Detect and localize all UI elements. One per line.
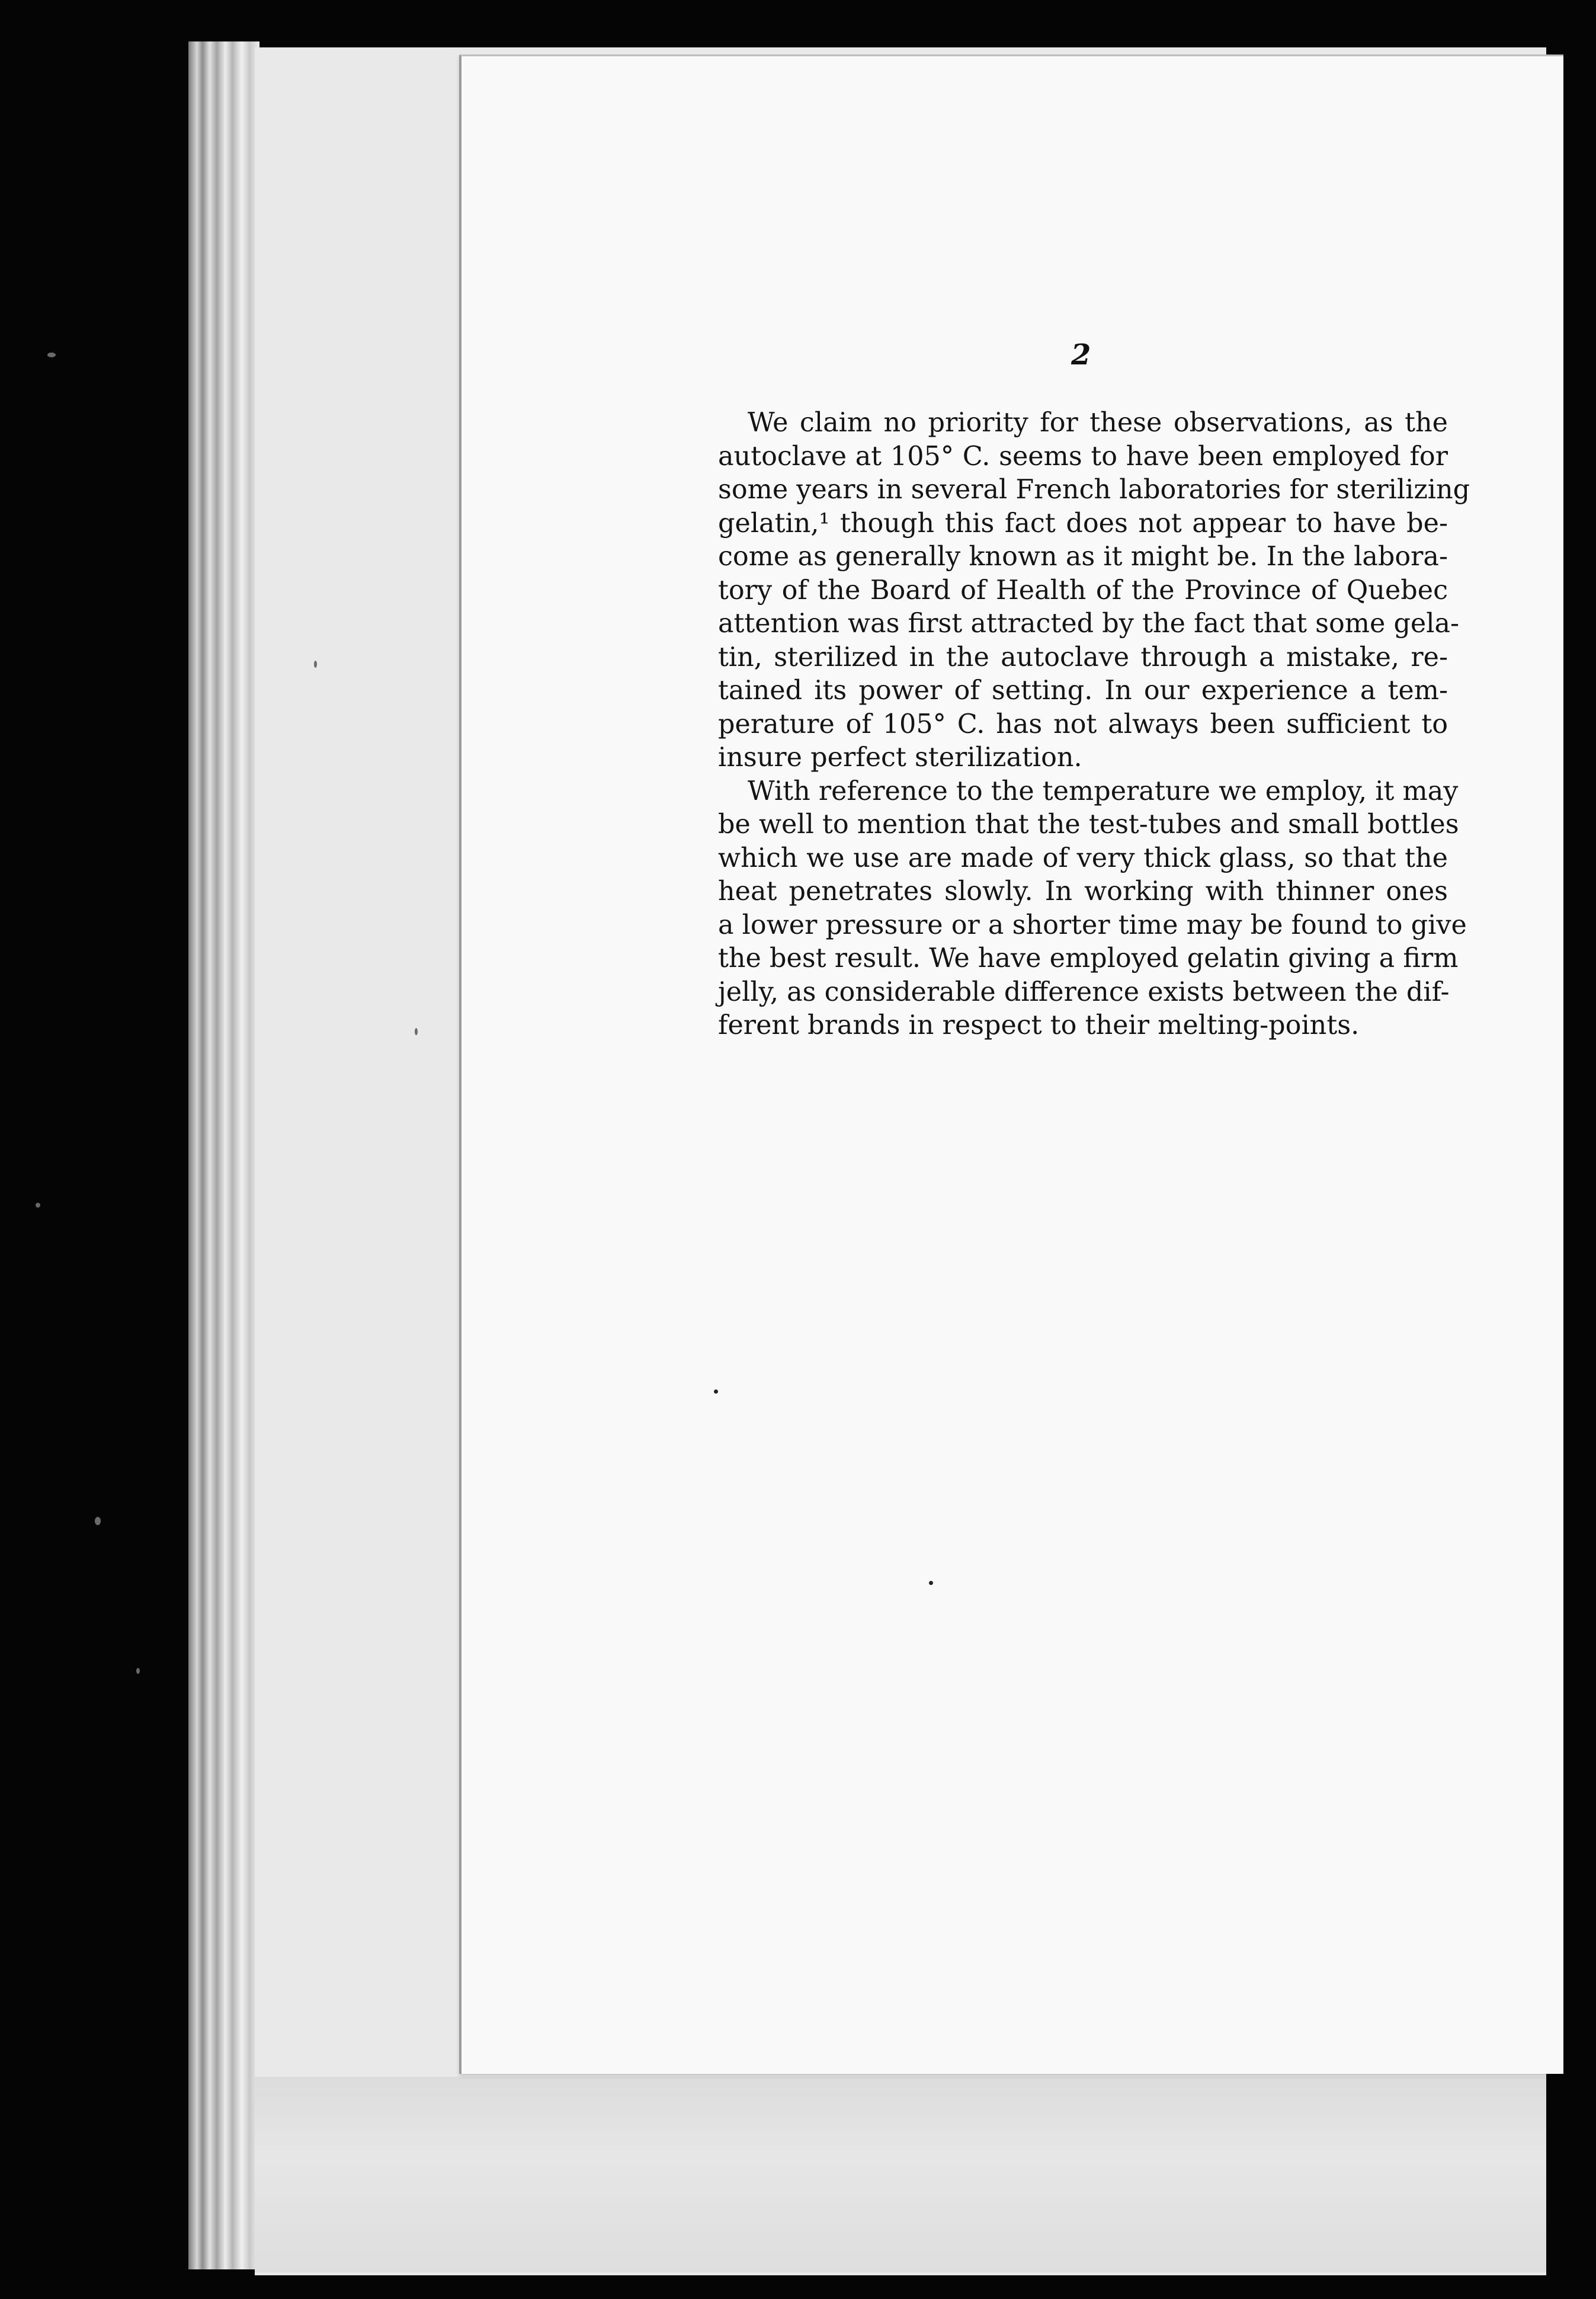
paragraph-2 [718, 775, 1467, 1043]
page-edge-stack [188, 41, 259, 2269]
scan-speck [136, 1668, 140, 1674]
scan-speck [95, 1517, 101, 1525]
scan-speck [47, 353, 56, 357]
text-line: insure perfect sterilization. [718, 742, 1082, 773]
scan-speck [929, 1581, 933, 1585]
text-line: ferent brands in respect to their melting-points. [718, 1010, 1360, 1040]
text-line: With reference to the temperature we employ, it may [748, 776, 1459, 806]
text-line: We claim no priority for these observations, as the [748, 408, 1448, 438]
text-line: autoclave at 105° C. seems to have been employed for [718, 441, 1448, 472]
text-line: which we use are made of very thick glass, so that the [718, 843, 1448, 873]
text-line: attention was first attracted by the fact that some gela- [718, 609, 1460, 639]
text-line: a lower pressure or a shorter time may be found to give [718, 910, 1467, 940]
text-line: perature of 105° C. has not always been sufficient to [718, 709, 1448, 739]
text-line: jelly, as considerable difference exists between the dif- [718, 976, 1450, 1007]
body-text [718, 406, 1470, 1043]
document-page [459, 55, 1563, 2074]
scan-speck [314, 661, 317, 668]
text-line: heat penetrates slowly. In working with thinner ones [718, 876, 1448, 907]
lower-sheet-strip [255, 2077, 1546, 2272]
paragraph-1 [718, 406, 1470, 775]
text-line: tained its power of setting. In our experience a tem- [718, 675, 1448, 706]
page-number: 2 [1071, 338, 1091, 372]
scan-speck [415, 1028, 418, 1035]
scan-speck [714, 1389, 718, 1394]
text-line: tory of the Board of Health of the Province of Quebec [718, 575, 1448, 606]
text-line: gelatin,¹ though this fact does not appear to have be- [718, 508, 1448, 539]
text-line: some years in several French laboratories for sterilizing [718, 475, 1470, 505]
text-line: come as generally known as it might be. In the labora- [718, 542, 1448, 572]
scan-speck [36, 1203, 40, 1208]
text-line: tin, sterilized in the autoclave through a mistake, re- [718, 642, 1448, 673]
text-line: the best result. We have employed gelatin giving a firm [718, 943, 1459, 974]
text-line: be well to mention that the test-tubes and small bottles [718, 809, 1459, 840]
